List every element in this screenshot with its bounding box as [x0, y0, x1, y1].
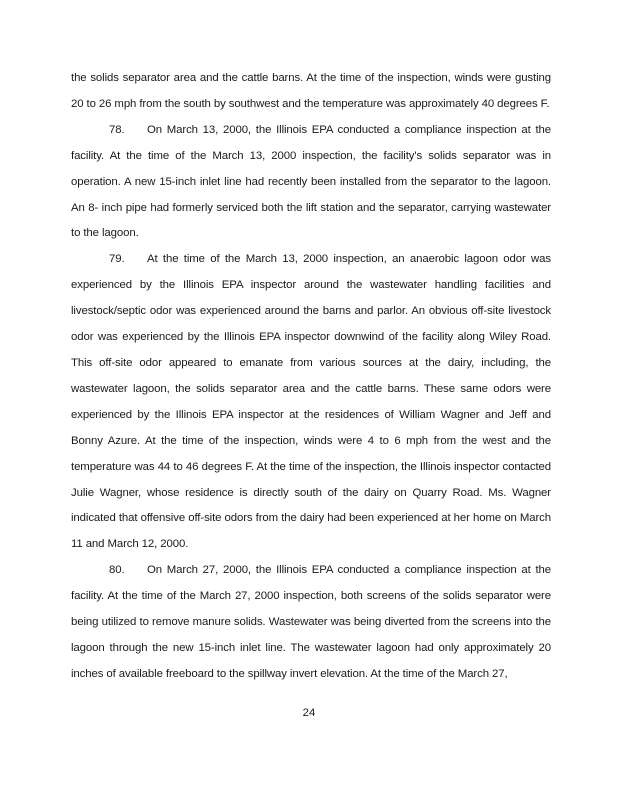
- paragraph-78: [71, 118, 551, 248]
- paragraph-79: [71, 247, 551, 558]
- paragraph-continued: [71, 66, 551, 118]
- paragraph-text: On March 13, 2000, the Illinois EPA conducted a compliance inspection at the facility. At the time of the March 13, 2000 inspection, the facility's solids separator was in operation. A new 15-inch inlet line had recently been installed from the separator to the lagoon. An 8- inch pipe had formerly serviced both the lift station and the separator, carrying wastewater to the lagoon.: [71, 123, 551, 240]
- paragraph-80: [71, 558, 551, 688]
- paragraph-text: At the time of the March 13, 2000 inspection, an anaerobic lagoon odor was experienced by the Illinois EPA inspector around the wastewater handling facilities and livestock/septic odor was experienced around the barns and parlor. An obvious off-site livestock odor was experienced by the Illinois EPA inspector downwind of the facility along Wiley Road. This off-site odor appeared to emanate from various sources at the dairy, including, the wastewater lagoon, the solids separator area and the cattle barns. These same odors were experienced by the Illinois EPA inspector at the residences of William Wagner and Jeff and Bonny Azure. At the time of the inspection, winds were 4 to 6 mph from the west and the temperature was 44 to 46 degrees F. At the time of the inspection, the Illinois inspector contacted Julie Wagner, whose residence is directly south of the dairy on Quarry Road. Ms. Wagner indicated that offensive off-site odors from the dairy had been experienced at her home on March 11 and March 12, 2000.: [71, 253, 551, 551]
- paragraph-text: On March 27, 2000, the Illinois EPA conducted a compliance inspection at the facility. At the time of the March 27, 2000 inspection, both screens of the solids separator were being utilized to remove manure solids. Wastewater was being diverted from the screens into the lagoon through the new 15-inch inlet line. The wastewater lagoon had only approximately 20 inches of available freeboard to the spillway invert elevation. At the time of the March 27,: [71, 564, 551, 680]
- body-text: [71, 66, 551, 688]
- paragraph-number: 79.: [109, 253, 125, 266]
- page-number: 24: [302, 707, 316, 719]
- paragraph-number: 80.: [109, 564, 125, 577]
- paragraph-text: the solids separator area and the cattle barns. At the time of the inspection, winds were gusting 20 to 26 mph from the south by southwest and the temperature was approximately 40 degrees F.: [71, 72, 551, 110]
- paragraph-number: 78.: [109, 123, 125, 136]
